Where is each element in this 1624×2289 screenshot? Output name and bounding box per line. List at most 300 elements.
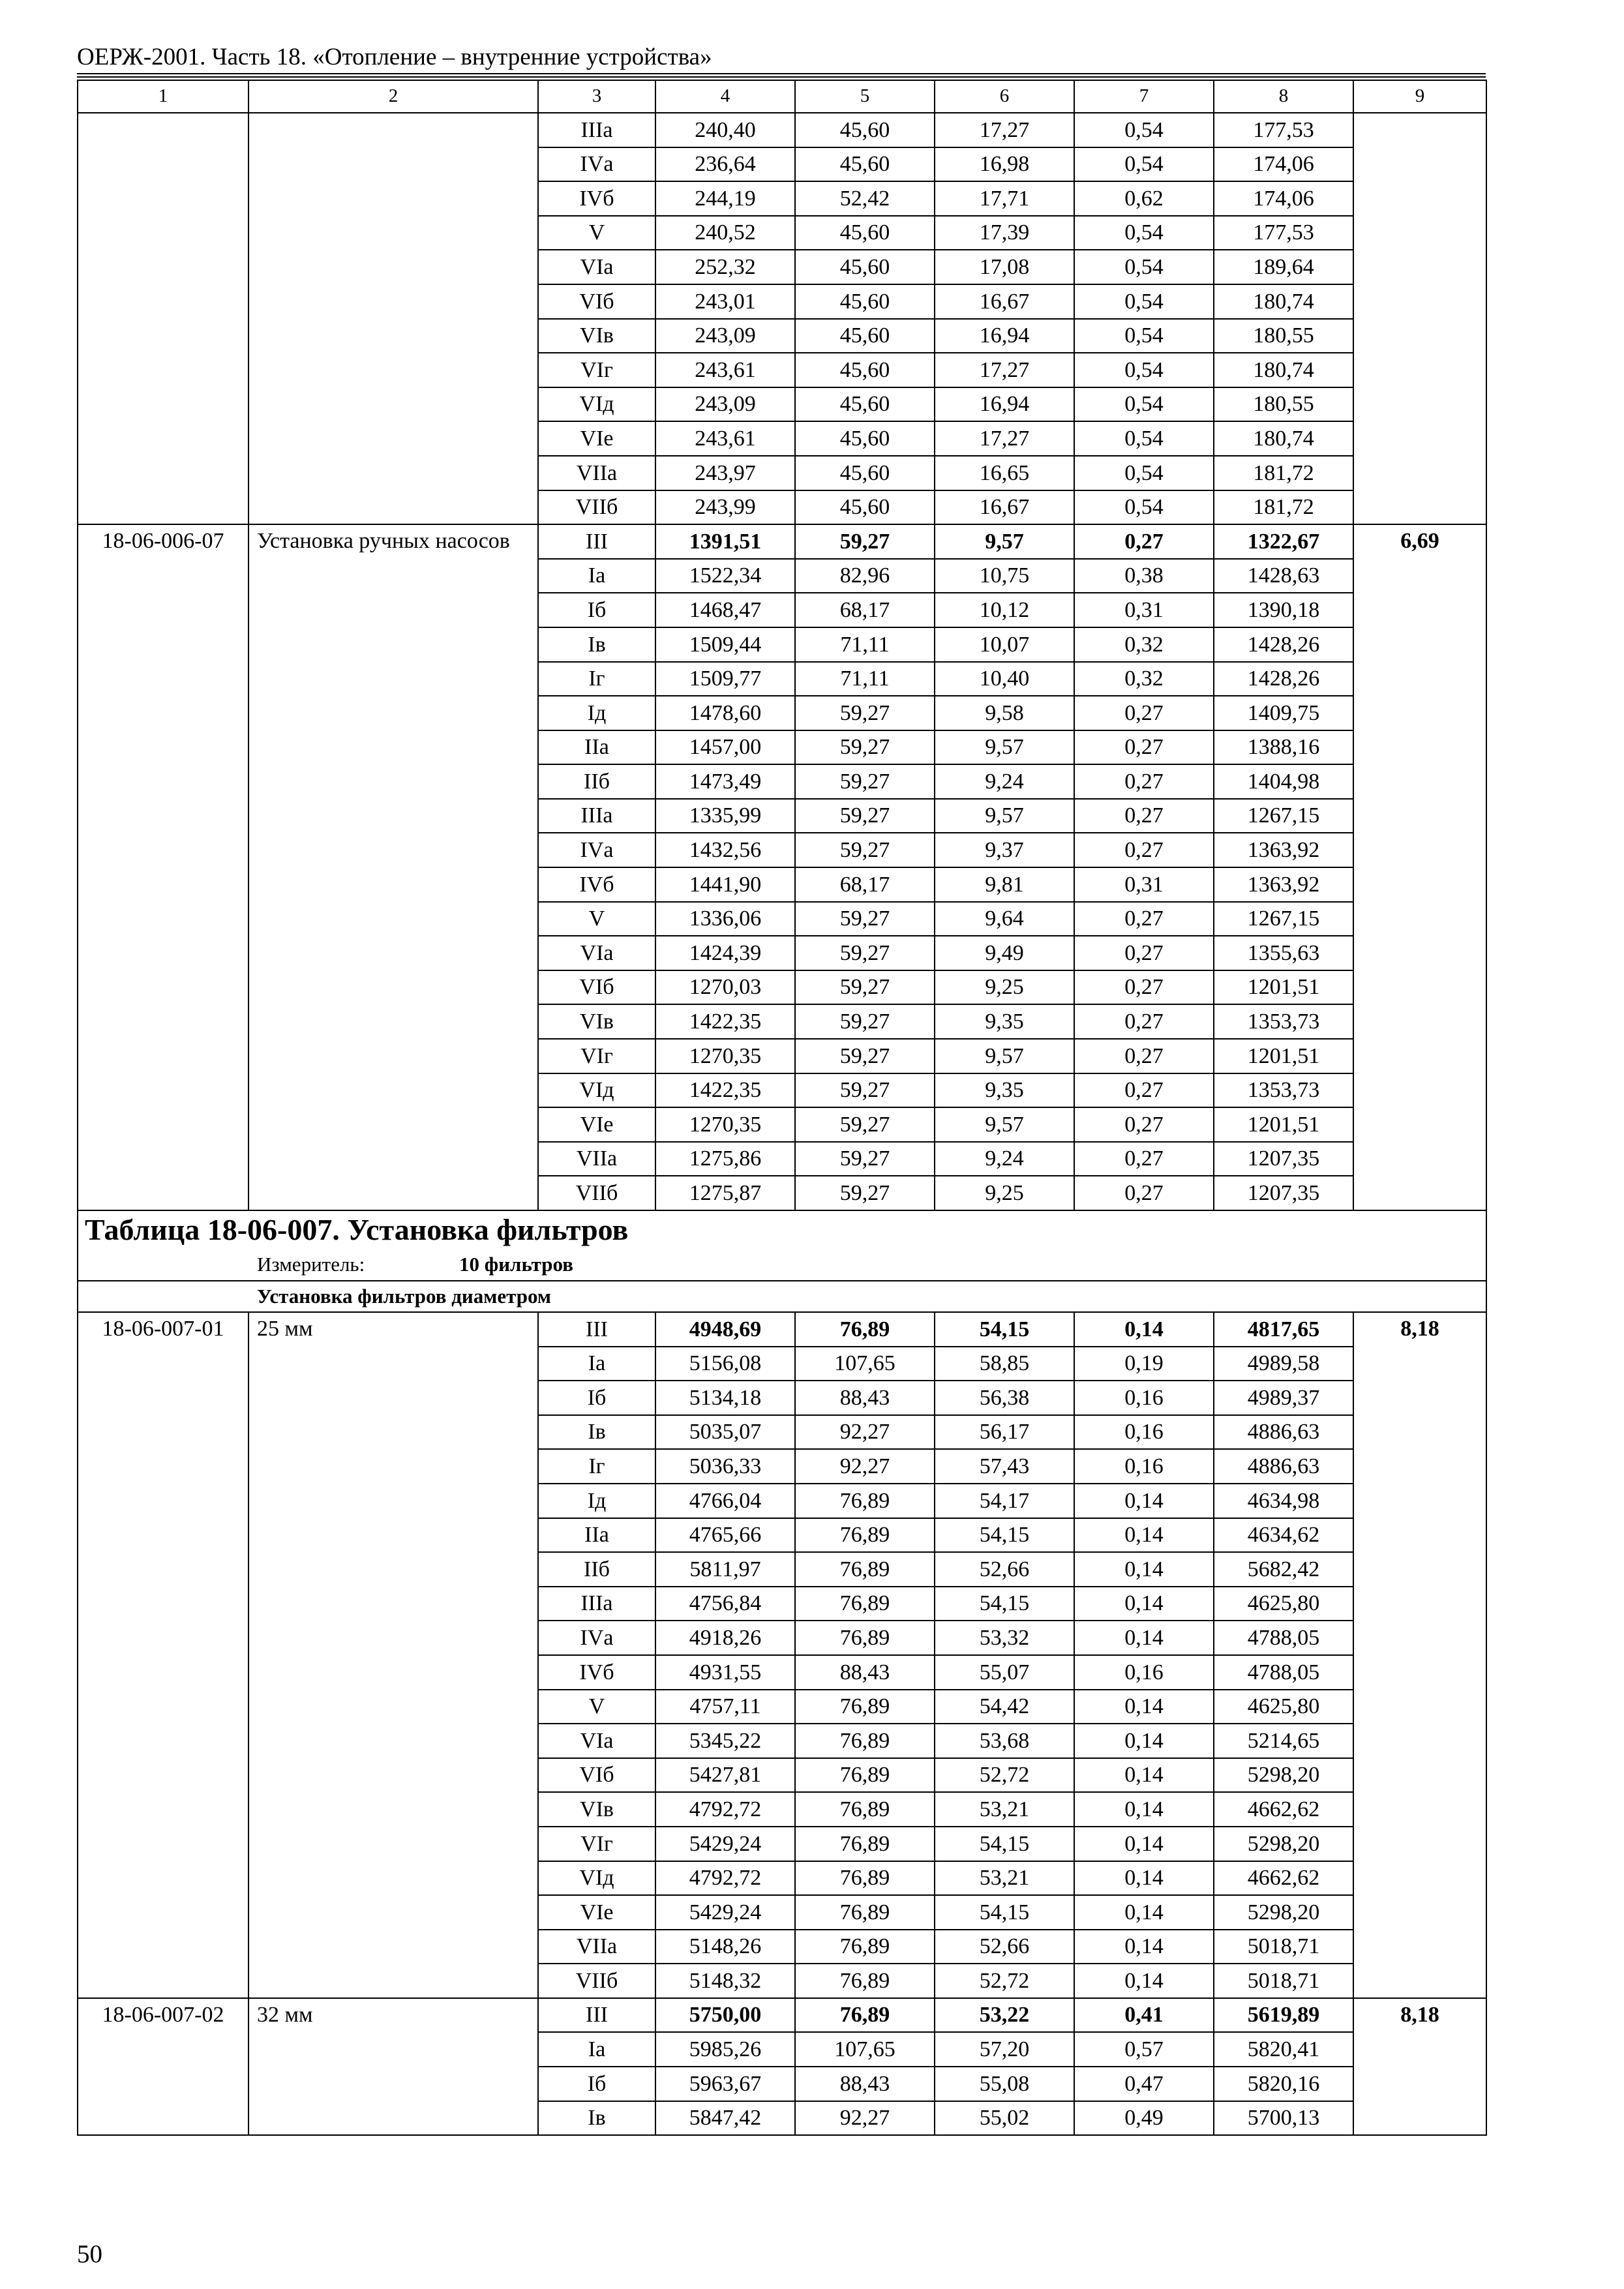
- value-cell: 76,89: [795, 1861, 935, 1896]
- value-cell: 45,60: [795, 456, 935, 490]
- value-cell: 55,02: [935, 2101, 1074, 2136]
- column-number: 1: [78, 80, 248, 113]
- value-cell: 76,89: [795, 1792, 935, 1827]
- zone-cell: VIд: [538, 1073, 655, 1108]
- value-cell: 0,32: [1074, 627, 1214, 662]
- value-cell: 59,27: [795, 902, 935, 936]
- zone-cell: IVб: [538, 181, 655, 216]
- zone-cell: VIг: [538, 1827, 655, 1861]
- value-cell: 4788,05: [1214, 1655, 1353, 1690]
- value-cell: 88,43: [795, 1655, 935, 1690]
- value-cell: 243,61: [655, 421, 795, 456]
- zone-cell: VIе: [538, 1107, 655, 1142]
- table-row: [78, 1998, 1486, 2033]
- value-cell: 17,08: [935, 250, 1074, 284]
- value-cell: 16,94: [935, 319, 1074, 353]
- value-cell: 5148,32: [655, 1964, 795, 1998]
- column-number: 8: [1214, 80, 1353, 113]
- value-cell: 59,27: [795, 1107, 935, 1142]
- row-name: 32 мм: [248, 1998, 538, 2135]
- zone-cell: VIа: [538, 1724, 655, 1758]
- value-cell: 0,16: [1074, 1415, 1214, 1450]
- value-cell: 4931,55: [655, 1655, 795, 1690]
- value-cell: 92,27: [795, 2101, 935, 2136]
- value-cell: 52,72: [935, 1758, 1074, 1793]
- value-cell: 180,74: [1214, 421, 1353, 456]
- value-cell: 243,01: [655, 284, 795, 319]
- value-cell: 54,15: [935, 1518, 1074, 1553]
- value-cell: 52,72: [935, 1964, 1074, 1998]
- value-cell: 5811,97: [655, 1552, 795, 1587]
- value-cell: 45,60: [795, 490, 935, 525]
- value-cell: 59,27: [795, 1142, 935, 1176]
- value-cell: 0,27: [1074, 936, 1214, 970]
- row-col9: 8,18: [1353, 1998, 1486, 2135]
- zone-cell: IIIа: [538, 113, 655, 147]
- column-number: 4: [655, 80, 795, 113]
- value-cell: 5156,08: [655, 1347, 795, 1381]
- value-cell: 59,27: [795, 1176, 935, 1210]
- value-cell: 55,08: [935, 2067, 1074, 2101]
- value-cell: 17,71: [935, 181, 1074, 216]
- value-cell: 9,81: [935, 867, 1074, 902]
- value-cell: 4792,72: [655, 1792, 795, 1827]
- section-measure: [78, 1249, 1486, 1281]
- row-col9: 6,69: [1353, 524, 1486, 1210]
- value-cell: 10,75: [935, 559, 1074, 593]
- value-cell: 0,14: [1074, 1552, 1214, 1587]
- value-cell: 76,89: [795, 1484, 935, 1518]
- value-cell: 1322,67: [1214, 524, 1353, 559]
- value-cell: 59,27: [795, 764, 935, 799]
- zone-cell: VIд: [538, 387, 655, 422]
- zone-cell: Iб: [538, 1381, 655, 1415]
- zone-cell: V: [538, 1690, 655, 1724]
- value-cell: 76,89: [795, 1964, 935, 1998]
- value-cell: 0,62: [1074, 181, 1214, 216]
- value-cell: 54,15: [935, 1827, 1074, 1861]
- value-cell: 0,27: [1074, 902, 1214, 936]
- zone-cell: VIIб: [538, 490, 655, 525]
- value-cell: 76,89: [795, 1621, 935, 1655]
- zone-cell: Iв: [538, 2101, 655, 2136]
- value-cell: 0,14: [1074, 1964, 1214, 1998]
- value-cell: 174,06: [1214, 147, 1353, 182]
- zone-cell: VIв: [538, 319, 655, 353]
- zone-cell: VIв: [538, 1792, 655, 1827]
- zone-cell: VIг: [538, 353, 655, 387]
- value-cell: 0,27: [1074, 799, 1214, 833]
- value-cell: 0,54: [1074, 113, 1214, 147]
- value-cell: 0,54: [1074, 387, 1214, 422]
- value-cell: 0,27: [1074, 833, 1214, 867]
- value-cell: 9,25: [935, 970, 1074, 1005]
- value-cell: 0,14: [1074, 1930, 1214, 1964]
- value-cell: 5985,26: [655, 2032, 795, 2067]
- value-cell: 0,27: [1074, 730, 1214, 765]
- value-cell: 4766,04: [655, 1484, 795, 1518]
- zone-cell: VIг: [538, 1039, 655, 1073]
- value-cell: 243,99: [655, 490, 795, 525]
- value-cell: 0,14: [1074, 1861, 1214, 1896]
- value-cell: 54,15: [935, 1587, 1074, 1621]
- zone-cell: IVа: [538, 833, 655, 867]
- value-cell: 4817,65: [1214, 1312, 1353, 1347]
- value-cell: 0,14: [1074, 1895, 1214, 1930]
- value-cell: 1478,60: [655, 696, 795, 730]
- value-cell: 0,27: [1074, 1107, 1214, 1142]
- section-title: Таблица 18-06-007. Установка фильтров: [78, 1210, 1486, 1249]
- value-cell: 92,27: [795, 1415, 935, 1450]
- value-cell: 0,16: [1074, 1655, 1214, 1690]
- value-cell: 0,16: [1074, 1381, 1214, 1415]
- value-cell: 0,14: [1074, 1484, 1214, 1518]
- section-subtitle: [78, 1281, 1486, 1312]
- zone-cell: IVа: [538, 1621, 655, 1655]
- value-cell: 240,40: [655, 113, 795, 147]
- value-cell: 0,54: [1074, 456, 1214, 490]
- zone-cell: VIв: [538, 1004, 655, 1039]
- value-cell: 0,49: [1074, 2101, 1214, 2136]
- value-cell: 1363,92: [1214, 867, 1353, 902]
- value-cell: 4662,62: [1214, 1861, 1353, 1896]
- value-cell: 10,07: [935, 627, 1074, 662]
- value-cell: 5035,07: [655, 1415, 795, 1450]
- value-cell: 76,89: [795, 1690, 935, 1724]
- value-cell: 9,57: [935, 524, 1074, 559]
- zone-cell: Iв: [538, 627, 655, 662]
- zone-cell: V: [538, 216, 655, 250]
- table-row: [78, 1312, 1486, 1347]
- value-cell: 4757,11: [655, 1690, 795, 1724]
- subtitle-text: Установка фильтров диаметром: [257, 1284, 552, 1308]
- value-cell: 68,17: [795, 593, 935, 627]
- value-cell: 4886,63: [1214, 1449, 1353, 1484]
- value-cell: 0,27: [1074, 524, 1214, 559]
- value-cell: 4989,37: [1214, 1381, 1353, 1415]
- header-rule: [77, 73, 1486, 74]
- value-cell: 76,89: [795, 1724, 935, 1758]
- value-cell: 0,14: [1074, 1827, 1214, 1861]
- value-cell: 17,27: [935, 353, 1074, 387]
- zone-cell: IIIа: [538, 1587, 655, 1621]
- value-cell: 54,15: [935, 1312, 1074, 1347]
- value-cell: 54,15: [935, 1895, 1074, 1930]
- zone-cell: III: [538, 524, 655, 559]
- value-cell: 1363,92: [1214, 833, 1353, 867]
- value-cell: 10,40: [935, 662, 1074, 696]
- section-subtitle-row: [78, 1281, 1486, 1312]
- value-cell: 0,14: [1074, 1312, 1214, 1347]
- value-cell: 0,27: [1074, 970, 1214, 1005]
- value-cell: 4634,98: [1214, 1484, 1353, 1518]
- value-cell: 82,96: [795, 559, 935, 593]
- value-cell: 52,42: [795, 181, 935, 216]
- value-cell: 59,27: [795, 833, 935, 867]
- value-cell: 181,72: [1214, 490, 1353, 525]
- value-cell: 17,39: [935, 216, 1074, 250]
- value-cell: 0,31: [1074, 867, 1214, 902]
- row-code: 18-06-006-07: [78, 524, 248, 1210]
- rates-table-container: [77, 80, 1486, 2136]
- value-cell: 0,47: [1074, 2067, 1214, 2101]
- row-code: 18-06-007-02: [78, 1998, 248, 2135]
- value-cell: 76,89: [795, 1758, 935, 1793]
- value-cell: 0,27: [1074, 1142, 1214, 1176]
- value-cell: 1428,26: [1214, 662, 1353, 696]
- zone-cell: IIIа: [538, 799, 655, 833]
- value-cell: 1270,35: [655, 1107, 795, 1142]
- value-cell: 59,27: [795, 730, 935, 765]
- value-cell: 1267,15: [1214, 799, 1353, 833]
- value-cell: 9,57: [935, 799, 1074, 833]
- value-cell: 5018,71: [1214, 1930, 1353, 1964]
- value-cell: 71,11: [795, 662, 935, 696]
- value-cell: 0,54: [1074, 216, 1214, 250]
- value-cell: 4918,26: [655, 1621, 795, 1655]
- value-cell: 9,24: [935, 1142, 1074, 1176]
- value-cell: 76,89: [795, 1552, 935, 1587]
- value-cell: 1355,63: [1214, 936, 1353, 970]
- value-cell: 1353,73: [1214, 1004, 1353, 1039]
- measure-value: 10 фильтров: [459, 1252, 573, 1276]
- table-row: [78, 113, 1486, 147]
- value-cell: 1522,34: [655, 559, 795, 593]
- value-cell: 1201,51: [1214, 970, 1353, 1005]
- value-cell: 53,22: [935, 1998, 1074, 2033]
- value-cell: 0,32: [1074, 662, 1214, 696]
- value-cell: 107,65: [795, 1347, 935, 1381]
- value-cell: 1275,87: [655, 1176, 795, 1210]
- value-cell: 243,97: [655, 456, 795, 490]
- section-measure-row: [78, 1249, 1486, 1281]
- value-cell: 0,14: [1074, 1621, 1214, 1655]
- value-cell: 53,68: [935, 1724, 1074, 1758]
- value-cell: 57,43: [935, 1449, 1074, 1484]
- value-cell: 5963,67: [655, 2067, 795, 2101]
- value-cell: 10,12: [935, 593, 1074, 627]
- value-cell: 16,98: [935, 147, 1074, 182]
- value-cell: 1428,26: [1214, 627, 1353, 662]
- value-cell: 1468,47: [655, 593, 795, 627]
- value-cell: 9,57: [935, 730, 1074, 765]
- value-cell: 1391,51: [655, 524, 795, 559]
- column-number: 9: [1353, 80, 1486, 113]
- value-cell: 76,89: [795, 1895, 935, 1930]
- value-cell: 9,24: [935, 764, 1074, 799]
- value-cell: 1509,77: [655, 662, 795, 696]
- value-cell: 76,89: [795, 1312, 935, 1347]
- value-cell: 0,14: [1074, 1518, 1214, 1553]
- zone-cell: Iа: [538, 2032, 655, 2067]
- zone-cell: Iд: [538, 1484, 655, 1518]
- zone-cell: VIб: [538, 1758, 655, 1793]
- value-cell: 45,60: [795, 250, 935, 284]
- zone-cell: III: [538, 1312, 655, 1347]
- value-cell: 56,38: [935, 1381, 1074, 1415]
- value-cell: 45,60: [795, 319, 935, 353]
- zone-cell: Iа: [538, 559, 655, 593]
- section-title-row: [78, 1210, 1486, 1249]
- value-cell: 88,43: [795, 2067, 935, 2101]
- table-row: [78, 524, 1486, 559]
- value-cell: 59,27: [795, 799, 935, 833]
- value-cell: 1457,00: [655, 730, 795, 765]
- value-cell: 9,64: [935, 902, 1074, 936]
- value-cell: 181,72: [1214, 456, 1353, 490]
- value-cell: 58,85: [935, 1347, 1074, 1381]
- value-cell: 54,17: [935, 1484, 1074, 1518]
- value-cell: 56,17: [935, 1415, 1074, 1450]
- value-cell: 76,89: [795, 1518, 935, 1553]
- value-cell: 177,53: [1214, 113, 1353, 147]
- value-cell: 0,54: [1074, 319, 1214, 353]
- zone-cell: Iг: [538, 1449, 655, 1484]
- value-cell: 0,31: [1074, 593, 1214, 627]
- zone-cell: V: [538, 902, 655, 936]
- value-cell: 16,94: [935, 387, 1074, 422]
- value-cell: 240,52: [655, 216, 795, 250]
- value-cell: 1473,49: [655, 764, 795, 799]
- value-cell: 0,54: [1074, 250, 1214, 284]
- running-header: ОЕРЖ-2001. Часть 18. «Отопление – внутренние устройства»: [77, 44, 712, 70]
- value-cell: 5820,16: [1214, 2067, 1353, 2101]
- zone-cell: VIб: [538, 970, 655, 1005]
- row-name: [248, 113, 538, 524]
- value-cell: 1422,35: [655, 1004, 795, 1039]
- zone-cell: VIе: [538, 1895, 655, 1930]
- value-cell: 45,60: [795, 353, 935, 387]
- value-cell: 0,27: [1074, 764, 1214, 799]
- value-cell: 5298,20: [1214, 1827, 1353, 1861]
- column-number-row: [78, 80, 1486, 113]
- value-cell: 0,57: [1074, 2032, 1214, 2067]
- page-number: 50: [77, 2240, 102, 2268]
- value-cell: 1388,16: [1214, 730, 1353, 765]
- value-cell: 243,61: [655, 353, 795, 387]
- value-cell: 54,42: [935, 1690, 1074, 1724]
- row-col9: [1353, 113, 1486, 524]
- value-cell: 4948,69: [655, 1312, 795, 1347]
- value-cell: 4886,63: [1214, 1415, 1353, 1450]
- value-cell: 5700,13: [1214, 2101, 1353, 2136]
- value-cell: 5298,20: [1214, 1895, 1353, 1930]
- value-cell: 9,57: [935, 1107, 1074, 1142]
- row-code: 18-06-007-01: [78, 1312, 248, 1998]
- value-cell: 1353,73: [1214, 1073, 1353, 1108]
- value-cell: 57,20: [935, 2032, 1074, 2067]
- value-cell: 9,35: [935, 1073, 1074, 1108]
- value-cell: 59,27: [795, 936, 935, 970]
- value-cell: 4662,62: [1214, 1792, 1353, 1827]
- value-cell: 5298,20: [1214, 1758, 1353, 1793]
- zone-cell: VIIа: [538, 456, 655, 490]
- value-cell: 76,89: [795, 1998, 935, 2033]
- value-cell: 1509,44: [655, 627, 795, 662]
- column-number: 5: [795, 80, 935, 113]
- value-cell: 1441,90: [655, 867, 795, 902]
- value-cell: 0,54: [1074, 147, 1214, 182]
- zone-cell: Iб: [538, 593, 655, 627]
- value-cell: 5429,24: [655, 1895, 795, 1930]
- value-cell: 0,27: [1074, 1073, 1214, 1108]
- value-cell: 17,27: [935, 113, 1074, 147]
- value-cell: 0,14: [1074, 1792, 1214, 1827]
- value-cell: 16,67: [935, 490, 1074, 525]
- value-cell: 243,09: [655, 387, 795, 422]
- value-cell: 0,54: [1074, 490, 1214, 525]
- value-cell: 45,60: [795, 421, 935, 456]
- value-cell: 45,60: [795, 284, 935, 319]
- value-cell: 0,14: [1074, 1758, 1214, 1793]
- value-cell: 1207,35: [1214, 1176, 1353, 1210]
- zone-cell: VIIа: [538, 1930, 655, 1964]
- measure-label: Измеритель:: [257, 1252, 365, 1276]
- value-cell: 0,27: [1074, 1176, 1214, 1210]
- value-cell: 180,74: [1214, 284, 1353, 319]
- zone-cell: VIIб: [538, 1964, 655, 1998]
- value-cell: 52,66: [935, 1930, 1074, 1964]
- column-number: 7: [1074, 80, 1214, 113]
- value-cell: 5820,41: [1214, 2032, 1353, 2067]
- value-cell: 0,27: [1074, 696, 1214, 730]
- value-cell: 107,65: [795, 2032, 935, 2067]
- value-cell: 4792,72: [655, 1861, 795, 1896]
- value-cell: 59,27: [795, 696, 935, 730]
- column-number: 2: [248, 80, 538, 113]
- value-cell: 0,27: [1074, 1039, 1214, 1073]
- value-cell: 243,09: [655, 319, 795, 353]
- zone-cell: VIа: [538, 936, 655, 970]
- value-cell: 4756,84: [655, 1587, 795, 1621]
- zone-cell: Iа: [538, 1347, 655, 1381]
- value-cell: 0,38: [1074, 559, 1214, 593]
- value-cell: 0,54: [1074, 284, 1214, 319]
- value-cell: 5682,42: [1214, 1552, 1353, 1587]
- zone-cell: IVа: [538, 147, 655, 182]
- zone-cell: VIа: [538, 250, 655, 284]
- zone-cell: VIд: [538, 1861, 655, 1896]
- value-cell: 9,57: [935, 1039, 1074, 1073]
- value-cell: 0,19: [1074, 1347, 1214, 1381]
- value-cell: 59,27: [795, 1039, 935, 1073]
- value-cell: 17,27: [935, 421, 1074, 456]
- zone-cell: IVб: [538, 867, 655, 902]
- value-cell: 1207,35: [1214, 1142, 1353, 1176]
- rates-table: [77, 80, 1487, 2136]
- value-cell: 5429,24: [655, 1827, 795, 1861]
- value-cell: 1267,15: [1214, 902, 1353, 936]
- row-name: Установка ручных насосов: [248, 524, 538, 1210]
- value-cell: 59,27: [795, 1073, 935, 1108]
- zone-cell: Iб: [538, 2067, 655, 2101]
- value-cell: 4625,80: [1214, 1587, 1353, 1621]
- value-cell: 1275,86: [655, 1142, 795, 1176]
- value-cell: 5018,71: [1214, 1964, 1353, 1998]
- column-number: 3: [538, 80, 655, 113]
- value-cell: 1409,75: [1214, 696, 1353, 730]
- value-cell: 4765,66: [655, 1518, 795, 1553]
- value-cell: 236,64: [655, 147, 795, 182]
- value-cell: 92,27: [795, 1449, 935, 1484]
- value-cell: 5345,22: [655, 1724, 795, 1758]
- value-cell: 1335,99: [655, 799, 795, 833]
- rates-table-body: [78, 80, 1486, 2135]
- value-cell: 45,60: [795, 147, 935, 182]
- value-cell: 1390,18: [1214, 593, 1353, 627]
- row-col9: 8,18: [1353, 1312, 1486, 1998]
- value-cell: 180,74: [1214, 353, 1353, 387]
